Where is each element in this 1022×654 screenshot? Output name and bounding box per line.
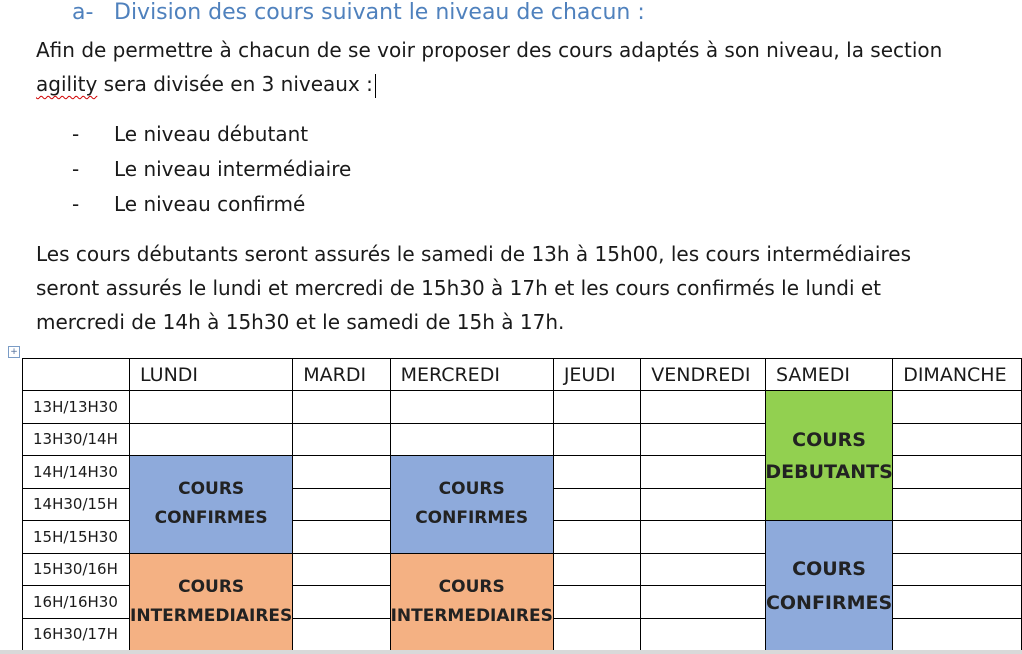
table-cell — [293, 553, 390, 586]
window-bottom-edge — [0, 650, 1022, 654]
table-cell — [130, 391, 293, 424]
intro-paragraph[interactable] — [36, 33, 942, 101]
table-cell — [293, 488, 390, 521]
table-header-row — [23, 359, 1022, 391]
time-slot: 16H30/17H — [23, 618, 130, 651]
time-slot: 13H30/14H — [23, 423, 130, 456]
lundi-intermediaires-cell — [130, 553, 293, 651]
table-cell — [893, 391, 1022, 424]
lundi-confirmes-cell — [130, 456, 293, 554]
table-cell — [893, 521, 1022, 554]
debutants-block — [766, 393, 892, 519]
table-cell — [641, 521, 766, 554]
schedule-table[interactable] — [22, 358, 1022, 651]
table-cell — [553, 618, 640, 651]
table-cell — [641, 586, 766, 619]
block-line-1: COURS — [792, 428, 866, 451]
block-line-1: COURS — [792, 557, 866, 580]
list-dash: - — [72, 122, 80, 146]
day-header: SAMEDI — [765, 359, 892, 391]
day-header: MERCREDI — [390, 359, 553, 391]
table-cell — [553, 586, 640, 619]
list-dash: - — [72, 192, 80, 216]
heading-text: Division des cours suivant le niveau de chacun : — [114, 0, 645, 25]
block-line-1: COURS — [438, 576, 505, 597]
day-header: MARDI — [293, 359, 390, 391]
table-cell — [553, 456, 640, 489]
block-line-1: COURS — [178, 576, 245, 597]
level-label: Le niveau confirmé — [114, 192, 306, 216]
time-slot: 15H/15H30 — [23, 521, 130, 554]
intro-line-1: Afin de permettre à chacun de se voir proposer des cours adaptés à son niveau, la section — [36, 38, 943, 62]
mercredi-confirmes-cell — [390, 456, 553, 554]
table-row — [23, 391, 1022, 424]
table-cell — [553, 553, 640, 586]
block-line-2: CONFIRMES — [154, 508, 268, 529]
list-item — [72, 118, 351, 153]
block-line-2: DEBUTANTS — [765, 460, 893, 483]
heading-number: a- — [72, 0, 94, 25]
block-line-2: CONFIRMES — [415, 508, 529, 529]
block-line-2: INTERMEDIAIRES — [390, 605, 553, 626]
table-cell — [641, 618, 766, 651]
table-cell — [293, 456, 390, 489]
corner-cell — [23, 359, 130, 391]
time-slot: 14H30/15H — [23, 488, 130, 521]
table-cell — [293, 586, 390, 619]
table-cell — [893, 456, 1022, 489]
table-cell — [893, 618, 1022, 651]
intermediaires-block — [130, 573, 292, 631]
table-cell — [893, 553, 1022, 586]
spellcheck-word: agility — [36, 72, 98, 96]
confirmes-block — [391, 475, 553, 533]
table-cell — [293, 391, 390, 424]
schedule-line-1: Les cours débutants seront assurés le samedi de 13h à 15h00, les cours intermédiaires — [36, 242, 911, 266]
table-cell — [641, 423, 766, 456]
list-item — [72, 153, 351, 188]
day-header: JEUDI — [553, 359, 640, 391]
table-cell — [390, 423, 553, 456]
intro-line-2 — [36, 67, 942, 101]
block-line-2: INTERMEDIAIRES — [130, 605, 293, 626]
table-cell — [553, 521, 640, 554]
table-cell — [553, 488, 640, 521]
samedi-debutants-cell — [765, 391, 892, 521]
confirmes-block — [766, 552, 892, 620]
samedi-confirmes-cell — [765, 521, 892, 651]
text-cursor — [375, 74, 376, 98]
table-cell — [641, 456, 766, 489]
intermediaires-block — [391, 573, 553, 631]
block-line-1: COURS — [178, 479, 245, 500]
table-cell — [641, 391, 766, 424]
table-cell — [893, 586, 1022, 619]
schedule-line-3: mercredi de 14h à 15h30 et le samedi de 15h à 17h. — [36, 310, 565, 334]
time-slot: 16H/16H30 — [23, 586, 130, 619]
table-cell — [553, 423, 640, 456]
block-line-1: COURS — [438, 479, 505, 500]
confirmes-block — [130, 475, 292, 533]
table-cell — [641, 488, 766, 521]
day-header: LUNDI — [130, 359, 293, 391]
level-label: Le niveau débutant — [114, 122, 309, 146]
intro-line-2-rest: sera divisée en 3 niveaux : — [97, 72, 373, 96]
table-cell — [390, 391, 553, 424]
time-slot: 14H/14H30 — [23, 456, 130, 489]
table-cell — [130, 423, 293, 456]
table-cell — [293, 423, 390, 456]
table-move-handle-icon[interactable]: + — [8, 346, 20, 358]
table-cell — [293, 618, 390, 651]
block-line-2: CONFIRMES — [765, 591, 893, 614]
table-cell — [553, 391, 640, 424]
time-slot: 15H30/16H — [23, 553, 130, 586]
levels-list — [72, 118, 351, 223]
schedule-paragraph[interactable] — [36, 237, 911, 339]
level-label: Le niveau intermédiaire — [114, 157, 352, 181]
table-cell — [893, 423, 1022, 456]
table-cell — [893, 488, 1022, 521]
day-header: DIMANCHE — [893, 359, 1022, 391]
time-slot: 13H/13H30 — [23, 391, 130, 424]
table-cell — [641, 553, 766, 586]
schedule-line-2: seront assurés le lundi et mercredi de 15h30 à 17h et les cours confirmés le lundi et — [36, 276, 882, 300]
table-cell — [293, 521, 390, 554]
list-dash: - — [72, 157, 80, 181]
section-heading — [72, 0, 645, 26]
list-item — [72, 188, 351, 223]
day-header: VENDREDI — [641, 359, 766, 391]
mercredi-intermediaires-cell — [390, 553, 553, 651]
